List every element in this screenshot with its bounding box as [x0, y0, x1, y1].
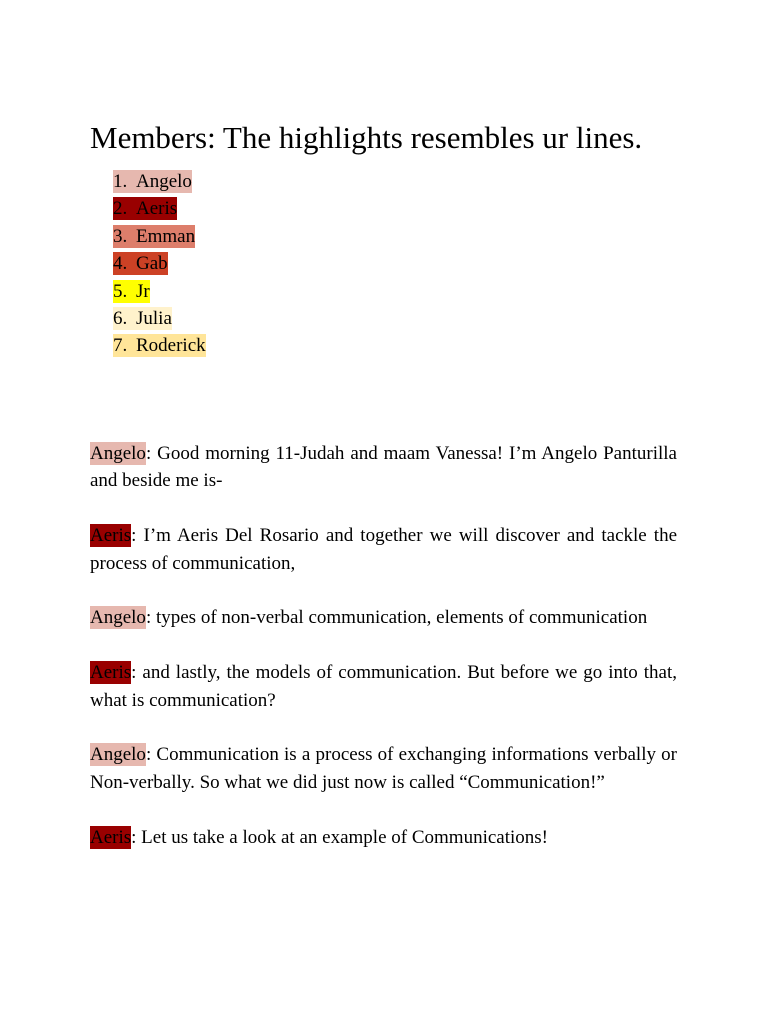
line-text: : Good morning 11-Judah and maam Vanessa! I’m Angelo Panturilla and beside me is- — [90, 443, 677, 492]
speaker-name: Angelo — [90, 607, 146, 629]
member-highlight — [113, 307, 172, 330]
line-text: : and lastly, the models of communication. But before we go into that, what is communication? — [90, 662, 677, 711]
member-highlight — [113, 252, 168, 275]
line-text: : I’m Aeris Del Rosario and together we will discover and tackle the process of communication, — [90, 525, 677, 574]
speaker-name: Angelo — [90, 443, 146, 464]
script-line — [90, 824, 677, 851]
member-name: Gab — [136, 253, 168, 275]
member-highlight — [113, 197, 177, 220]
speaker-name: Aeris — [90, 826, 132, 848]
member-highlight — [113, 334, 206, 357]
member-item — [113, 278, 206, 305]
member-number: 7. — [113, 335, 128, 357]
script-line — [90, 522, 677, 577]
script-line — [90, 741, 677, 796]
members-list — [113, 168, 206, 360]
member-name: Jr — [136, 280, 150, 302]
member-item — [113, 332, 206, 359]
member-number: 2. — [113, 198, 128, 220]
member-name: Aeris — [136, 198, 178, 220]
member-item — [113, 250, 206, 277]
speaker-name: Aeris — [90, 525, 132, 547]
member-number: 5. — [113, 280, 128, 302]
script-body — [90, 440, 677, 878]
member-highlight — [113, 280, 150, 303]
member-number: 1. — [113, 171, 128, 192]
member-highlight — [113, 225, 195, 248]
member-item — [113, 168, 206, 195]
line-text: : Let us take a look at an example of Communications! — [131, 826, 548, 848]
member-name: Emman — [136, 225, 196, 247]
line-text: : Communication is a process of exchanging informations verbally or Non-verbally. So what we did just now is called “Communication!” — [90, 744, 677, 793]
document-title: Members: The highlights resembles ur lines. — [90, 120, 643, 155]
member-name: Julia — [136, 307, 172, 329]
speaker-name: Aeris — [90, 662, 132, 684]
member-highlight — [113, 170, 192, 193]
member-name: Roderick — [136, 335, 206, 357]
member-number: 3. — [113, 225, 128, 247]
script-line — [90, 659, 677, 714]
line-text: : types of non-verbal communication, elements of communication — [145, 607, 648, 629]
member-item — [113, 305, 206, 332]
speaker-name: Angelo — [90, 744, 146, 766]
member-item — [113, 195, 206, 222]
member-number: 6. — [113, 307, 128, 329]
member-number: 4. — [113, 253, 128, 275]
script-line — [90, 440, 677, 495]
script-line — [90, 604, 677, 631]
member-name: Angelo — [136, 171, 192, 192]
member-item — [113, 223, 206, 250]
